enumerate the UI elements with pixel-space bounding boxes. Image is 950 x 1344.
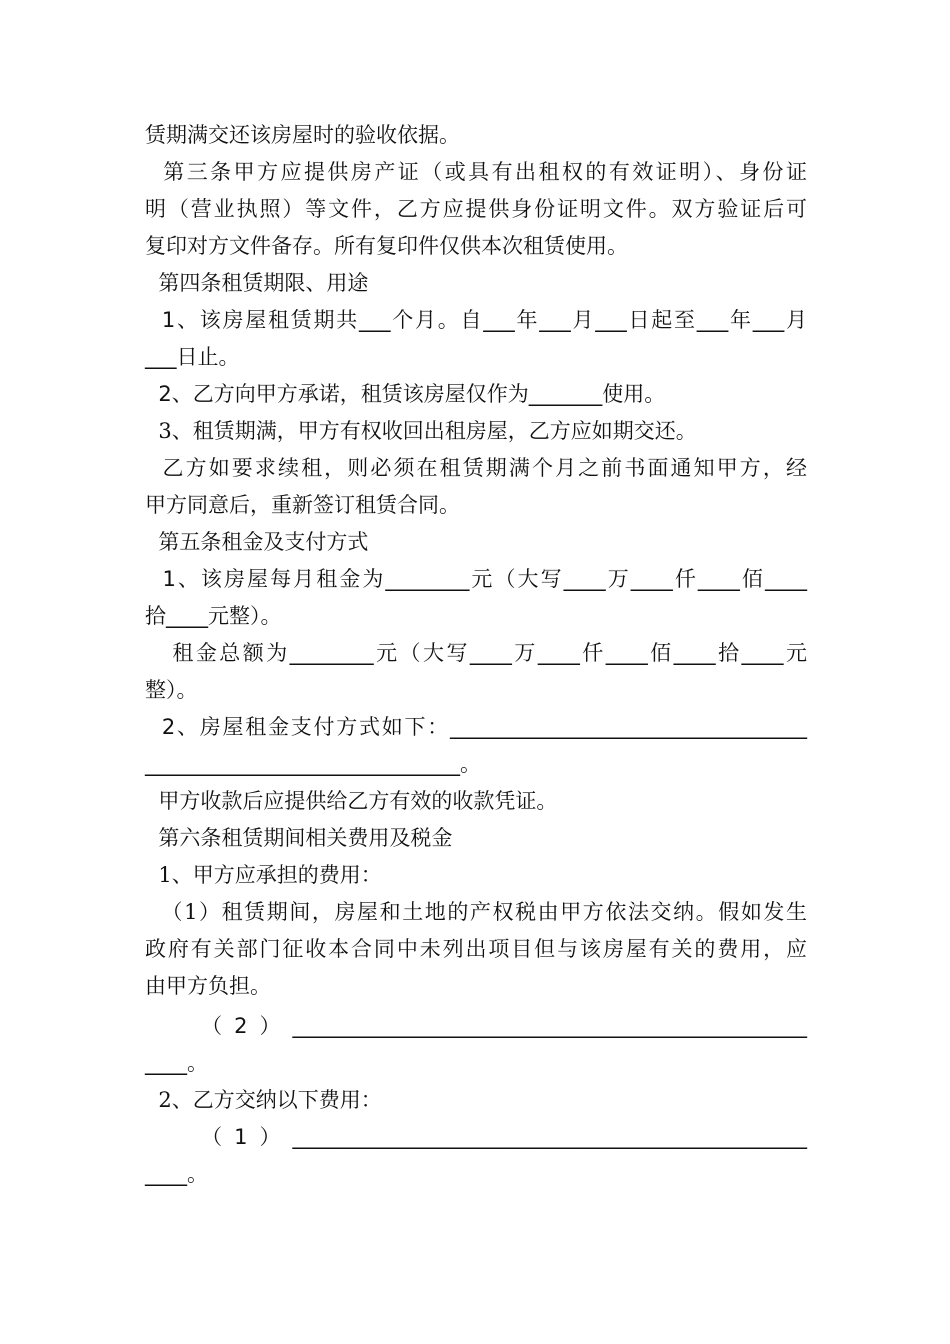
- text-line: 政府有关部门征收本合同中未列出项目但与该房屋有关的费用，应: [145, 937, 807, 961]
- text-line: ______________________________。: [145, 752, 481, 776]
- text-line: ____。: [145, 1162, 208, 1186]
- text-line: ___日止。: [145, 345, 240, 369]
- text-line: 明（营业执照）等文件，乙方应提供身份证明文件。双方验证后可: [145, 197, 807, 221]
- text-line: 2、乙方交纳以下费用：: [145, 1088, 382, 1112]
- text-line: ____。: [145, 1051, 208, 1075]
- section-heading: 第四条租赁期限、用途: [145, 271, 369, 295]
- text-line: 整）。: [145, 678, 198, 702]
- text-line: 2、房屋租金支付方式如下：__________________________________: [145, 715, 807, 739]
- text-line: 拾____元整）。: [145, 604, 282, 628]
- section-heading: 第六条租赁期间相关费用及税金: [145, 826, 453, 850]
- text-line: 租金总额为________元（大写____万____仟____佰____拾____元: [145, 641, 807, 665]
- section-heading: 第五条租金及支付方式: [145, 530, 369, 554]
- text-line: 3、租赁期满，甲方有权收回出租房屋，乙方应如期交还。: [145, 419, 697, 443]
- text-line: 2、乙方向甲方承诺，租赁该房屋仅作为_______使用。: [145, 382, 666, 406]
- text-line: 1、甲方应承担的费用：: [145, 863, 382, 887]
- text-line: 甲方收款后应提供给乙方有效的收款凭证。: [145, 789, 558, 813]
- text-line: 复印对方文件备存。所有复印件仅供本次租赁使用。: [145, 234, 628, 258]
- text-line: （2）_________________________________________________: [145, 1014, 807, 1038]
- text-line: 1、该房屋每月租金为________元（大写____万____仟____佰____: [145, 567, 807, 591]
- text-line: （1）租赁期间，房屋和土地的产权税由甲方依法交纳。假如发生: [145, 900, 807, 924]
- text-line: 由甲方负担。: [145, 974, 271, 998]
- text-line: （1）_________________________________________________: [145, 1125, 807, 1149]
- text-line: 第三条甲方应提供房产证（或具有出租权的有效证明）、身份证: [145, 160, 807, 184]
- text-line: 赁期满交还该房屋时的验收依据。: [145, 123, 460, 147]
- text-line: 1、该房屋租赁期共___个月。自___年___月___日起至___年___月: [145, 308, 807, 332]
- text-line: 乙方如要求续租，则必须在租赁期满个月之前书面通知甲方，经: [145, 456, 807, 480]
- text-line: 甲方同意后，重新签订租赁合同。: [145, 493, 460, 517]
